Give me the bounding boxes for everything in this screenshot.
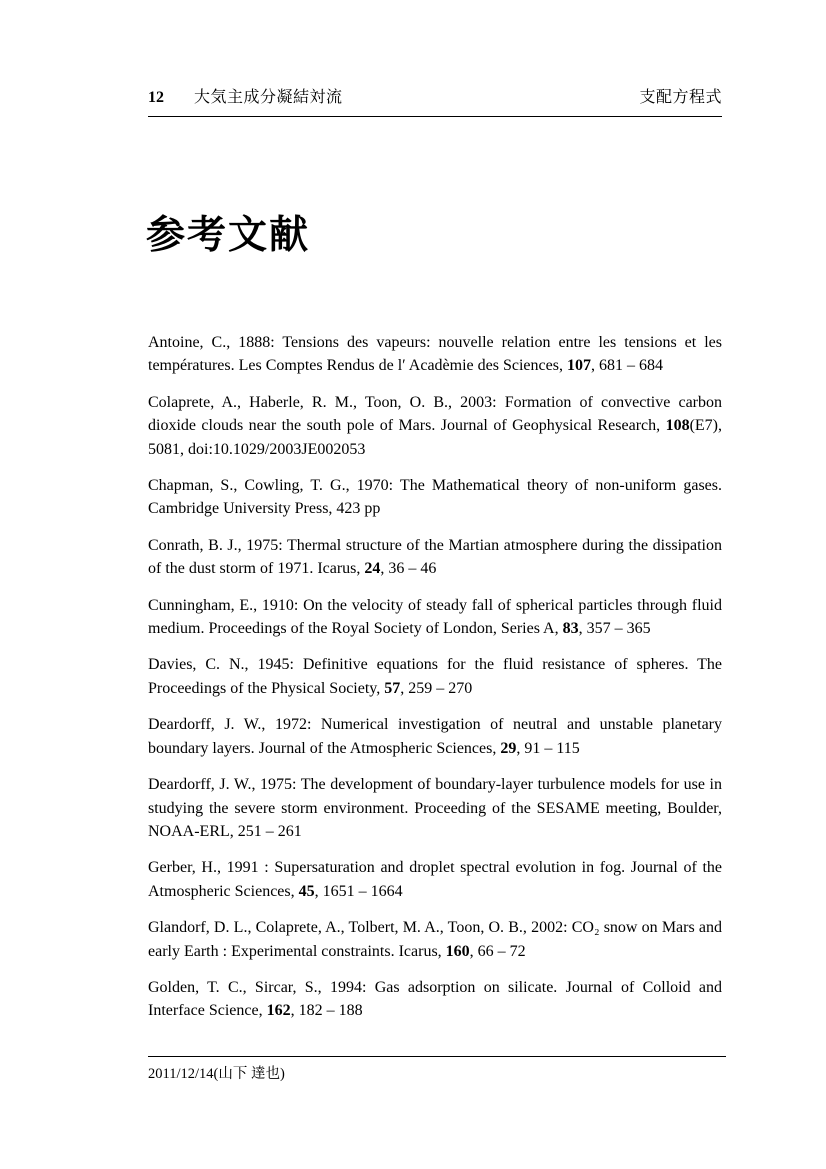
reference-volume: 45 [298,882,315,900]
reference-text: , 259 – 270 [400,679,473,697]
reference-text: , 91 – 115 [516,739,580,757]
reference-text: Cunningham, E., 1910: On the velocity of steady fall of spherical particles through fluid medium. Proceedings of the Royal Society of London, Series A, [148,596,722,638]
page-footer [148,1056,726,1083]
reference-entry [148,856,722,903]
reference-text: Davies, C. N., 1945: Definitive equations for the fluid resistance of spheres. The Proceedings of the Physical Society, [148,656,722,697]
reference-entry [148,391,722,461]
reference-text: Deardorff, J. W., 1972: Numerical investigation of neutral and unstable planetary boundary layers. Journal of the Atmospheric Sciences, [148,716,722,757]
reference-text: , 357 – 365 [578,620,651,638]
page-header [148,84,722,117]
reference-entry [148,594,722,641]
reference-volume: 162 [266,1002,291,1020]
reference-entry [148,653,722,700]
reference-volume: 57 [384,679,401,697]
reference-volume: 83 [562,620,579,638]
reference-text: , 66 – 72 [469,942,526,960]
reference-text: , 681 – 684 [590,357,663,375]
reference-text: Golden, T. C., Sircar, S., 1994: Gas adsorption on silicate. Journal of Colloid and Interface Science, [148,978,722,1020]
reference-volume: 29 [500,739,517,757]
reference-entry [148,713,722,760]
reference-entry [148,331,722,378]
reference-text: Chapman, S., Cowling, T. G., 1970: The Mathematical theory of non-uniform gases. Cambridge University Press, 423 pp [148,477,722,518]
reference-text: Antoine, C., 1888: Tensions des vapeurs: nouvelle relation entre les tensions et les températures. Les Comptes Rendus de l′ Acadèmie des Sciences, [148,334,722,375]
reference-text: Colaprete, A., Haberle, R. M., Toon, O. B., 2003: Formation of convective carbon dioxide clouds near the south pole of Mars. Journal of Geophysical Research, [148,393,722,435]
reference-volume: 108 [665,417,690,435]
chapter-title: 参考文献 [146,214,311,257]
reference-entry [148,773,722,843]
page-number: 12 [148,89,164,106]
reference-entry [148,474,722,521]
reference-text: , 36 – 46 [380,560,437,578]
reference-entry [148,534,722,581]
reference-volume: 160 [445,942,470,960]
footer-text: 2011/12/14(山下 達也) [148,1066,285,1082]
reference-text: Deardorff, J. W., 1975: The development of boundary-layer turbulence models for use in studying the severe storm environment. Proceeding of the SESAME meeting, Boulder, NOAA-ERL, 251 – 261 [148,776,722,840]
reference-text: Conrath, B. J., 1975: Thermal structure of the Martian atmosphere during the dissipation of the dust storm of 1971. Icarus, [148,536,722,578]
reference-text: (E7), 5081, doi:10.1029/2003JE002053 [148,417,722,458]
reference-text: , 1651 – 1664 [314,882,403,900]
reference-text: , 182 – 188 [290,1002,363,1020]
reference-text: Glandorf, D. L., Colaprete, A., Tolbert, M. A., Toon, O. B., 2002: CO₂ snow on Mars and early Earth : Experimental constraints. Icarus, [148,919,722,960]
reference-list [148,331,722,1036]
reference-volume: 24 [364,560,381,578]
reference-volume: 107 [566,357,591,375]
reference-entry [148,976,722,1023]
header-right-title: 支配方程式 [639,89,722,106]
reference-entry [148,916,722,963]
header-left-title: 大気主成分凝結対流 [194,89,343,106]
reference-text: Gerber, H., 1991 : Supersaturation and droplet spectral evolution in fog. Journal of the Atmospheric Sciences, [148,859,722,900]
